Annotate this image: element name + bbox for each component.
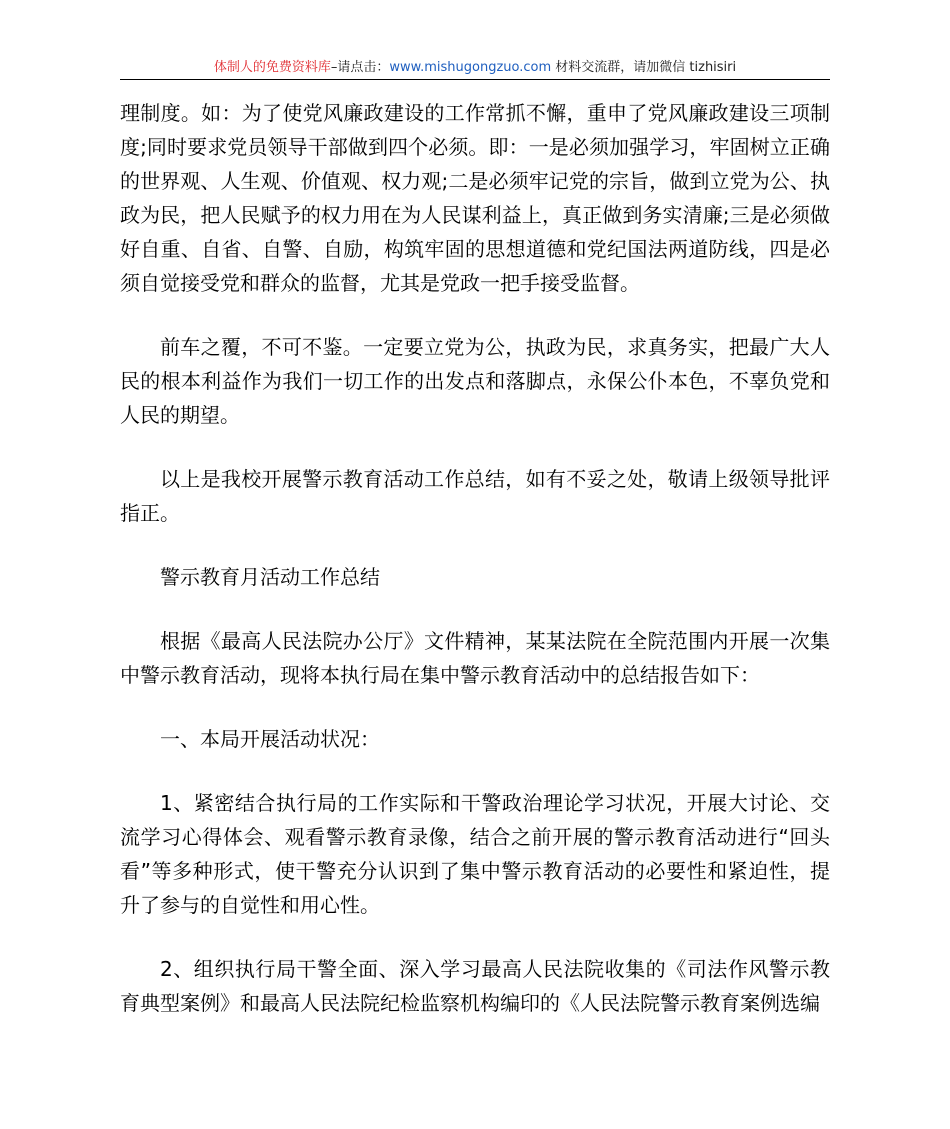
- header-divider: [120, 79, 830, 80]
- paragraph: 以上是我校开展警示教育活动工作总结，如有不妥之处，敬请上级领导批评指正。: [120, 467, 830, 525]
- header-site-name: 体制人的免费资料库: [213, 60, 331, 75]
- paragraph-continuation: 理制度。如：为了使党风廉政建设的工作常抓不懈，重申了党风廉政建设三项制度;同时要求党员领导干部做到四个必须。即：一是必须加强学习，牢固树立正确的世界观、人生观、价值观、权力观;二是必须牢记党的宗旨，做到立党为公、执政为民，把人民赋予的权力用在为人民谋利益上，真正做到务实清廉;三是必须做好自重、自省、自警、自励，构筑牢固的思想道德和党纪国法两道防线，四是必须自觉接受党和群众的监督，尤其是党政一把手接受监督。: [120, 101, 830, 295]
- section-title: 警示教育月活动工作总结: [160, 565, 380, 589]
- header-click-prompt: –请点击：: [330, 60, 390, 75]
- header-url-link[interactable]: www.mishugongzuo.com: [389, 60, 552, 75]
- section-heading: 一、本局开展活动状况：: [160, 727, 380, 751]
- document-body: [120, 96, 830, 1050]
- list-item: 1、紧密结合执行局的工作实际和干警政治理论学习状况，开展大讨论、交流学习心得体会、观看警示教育录像，结合之前开展的警示教育活动进行“回头看”等多种形式，使干警充分认识到了集中警示教育活动的必要性和紧迫性，提升了参与的自觉性和用心性。: [120, 791, 830, 917]
- paragraph: 前车之覆，不可不鉴。一定要立党为公，执政为民，求真务实，把最广大人民的根本利益作为我们一切工作的出发点和落脚点，永保公仆本色，不辜负党和人民的期望。: [120, 335, 830, 427]
- list-item: 2、组织执行局干警全面、深入学习最高人民法院收集的《司法作风警示教育典型案例》和最高人民法院纪检监察机构编印的《人民法院警示教育案例选编: [120, 957, 830, 1015]
- paragraph: 根据《最高人民法院办公厅》文件精神，某某法院在全院范围内开展一次集中警示教育活动，现将本执行局在集中警示教育活动中的总结报告如下：: [120, 629, 830, 687]
- page-header: [120, 58, 830, 78]
- header-group-text: 材料交流群，请加微信 tizhisiri: [551, 60, 737, 75]
